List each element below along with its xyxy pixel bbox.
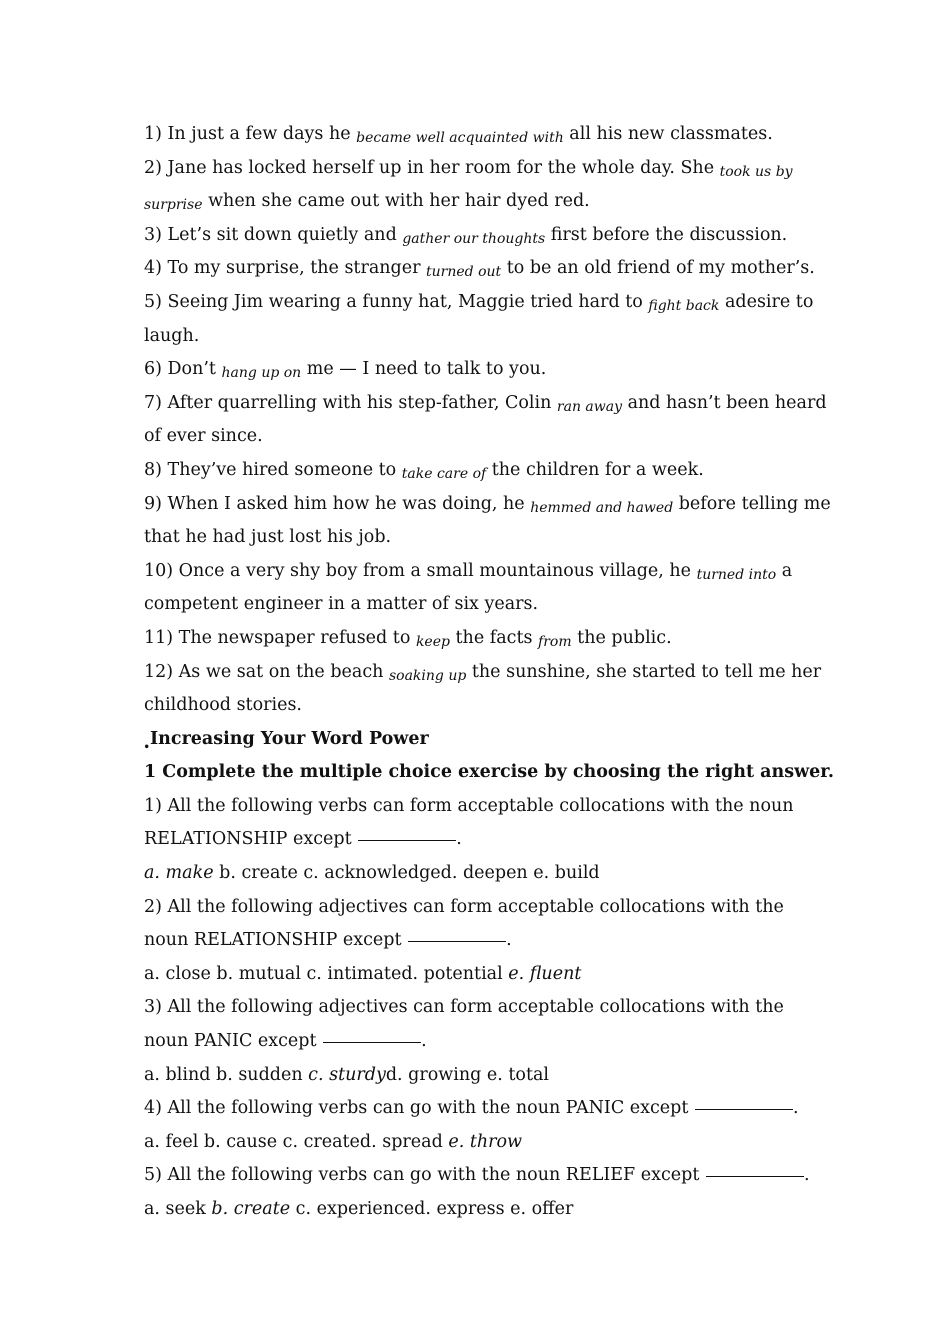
text-segment: 3) Let’s sit down quietly and [144,224,403,245]
text-segment: laugh. [144,325,200,346]
exercise-line [144,420,814,454]
exercise-line [144,286,814,320]
options-line [144,958,814,992]
options-line [144,857,814,891]
options-line [144,1126,814,1160]
text-segment: 7) After quarrelling with his step-father, Colin [144,392,557,413]
question-line [144,924,814,958]
text-segment: d. growing e. total [385,1064,550,1085]
text-segment: 12) As we sat on the beach [144,661,389,682]
text-segment: and hasn’t been heard [622,392,827,413]
question-line [144,1092,814,1126]
exercise-line [144,320,814,354]
text-segment: 9) When I asked him how he was doing, he [144,493,531,514]
answer-phrase: keep [415,633,450,650]
exercise-line [144,353,814,387]
text-segment: 5) All the following verbs can go with the noun RELIEF except [144,1165,705,1186]
options-line [144,1193,814,1227]
exercise-line [144,555,814,589]
text-segment: . [506,930,512,951]
answer-phrase: gather our thoughts [402,230,546,247]
text-segment: first before the discussion. [545,224,788,245]
selected-answer: a. make [144,863,214,884]
text-segment: a. close b. mutual c. intimated. potential [144,963,509,984]
text-segment: competent engineer in a matter of six years. [144,594,539,615]
instruction: 1 Complete the multiple choice exercise by choosing the right answer. [144,762,834,783]
exercise-line [144,118,814,152]
exercise-line [144,689,814,723]
text-segment: . [421,1031,427,1052]
answer-blank [358,840,456,841]
text-segment: me — I need to talk to you. [301,359,547,380]
text-segment: 8) They’ve hired someone to [144,459,402,480]
answer-phrase: soaking up [388,667,467,684]
text-segment: 6) Don’t [144,359,222,380]
selected-answer: b. create [211,1199,291,1219]
text-segment: a. feel b. cause c. created. spread [144,1131,449,1152]
exercise-line [144,656,822,690]
text-segment: noun RELATIONSHIP except [144,930,408,951]
answer-phrase: take care of [401,465,487,482]
exercise-line [144,588,814,622]
text-segment: 4) To my surprise, the stranger [144,258,427,279]
text-segment: 2) Jane has locked herself up in her room for the whole day. She [144,157,720,178]
bullet-marker: • [143,741,150,753]
text-segment: to be an old friend of my mother’s. [501,258,815,279]
text-segment: noun PANIC except [144,1031,323,1052]
answer-blank [706,1176,804,1177]
question-line [144,1025,814,1059]
question-line [144,823,814,857]
answer-blank [323,1042,421,1043]
answer-phrase: turned out [426,264,502,281]
text-segment: . [456,829,462,850]
text-segment: RELATIONSHIP except [144,829,358,850]
answer-phrase: became well acquainted with [356,130,564,146]
text-segment: adesire to [719,291,814,312]
question-line: 1) All the following verbs can form acceptable collocations with the noun [144,795,794,816]
exercise-line [144,185,814,219]
selected-answer: e. throw [448,1131,523,1152]
answer-phrase: turned into [696,566,777,583]
text-segment: 5) Seeing Jim wearing a funny hat, Maggie tried hard to [144,291,649,312]
question-line: 2) All the following adjectives can form acceptable collocations with the [144,896,784,917]
exercise-line [144,488,831,522]
answer-phrase: took us by [719,163,793,180]
exercise-line [144,521,814,555]
text-segment: the public. [571,627,672,648]
text-segment: . [803,1165,810,1186]
text-segment: a. seek [144,1199,212,1219]
text-segment: 10) Once a very shy boy from a small mountainous village, he [144,560,697,581]
text-segment: . [792,1098,799,1119]
text-segment: a. blind b. sudden [144,1064,309,1085]
selected-answer: e. fluent [508,963,582,984]
answer-phrase: hemmed and hawed [530,499,674,516]
text-segment: when she came out with her hair dyed red. [202,191,590,212]
text-segment: 11) The newspaper refused to [144,627,416,648]
answer-phrase: from [538,633,572,650]
text-segment: of ever since. [144,426,263,447]
text-segment: the sunshine, she started to tell me her [466,661,822,682]
exercise-line [144,219,814,253]
answer-phrase: ran away [556,398,622,415]
exercise-line [144,622,814,656]
exercise-line [144,454,814,488]
exercise-line [144,152,814,186]
text-segment: 1) In just a few days he [144,124,357,144]
text-segment: 4) All the following verbs can go with the noun PANIC except [144,1098,694,1119]
exercise-line [144,387,827,421]
text-segment: childhood stories. [144,695,302,716]
answer-phrase: hang up on [221,365,302,382]
answer-blank [408,941,506,942]
answer-phrase: surprise [144,197,203,214]
question-line: 3) All the following adjectives can form acceptable collocations with the [144,997,784,1018]
question-line [144,1159,814,1193]
answer-phrase: fight back [648,297,720,314]
options-line [144,1059,814,1093]
section-heading [144,723,814,757]
text-segment: all his new classmates. [563,124,773,144]
text-segment: the children for a week. [486,459,704,480]
document-page [143,118,834,1227]
text-segment: b. create c. acknowledged. deepen e. build [213,863,600,884]
section-title: Increasing Your Word Power [150,728,429,749]
text-segment: a [776,560,793,581]
text-segment: the facts [449,627,539,648]
answer-blank [695,1109,793,1110]
selected-answer: c. sturdy [308,1064,386,1085]
text-segment: that he had just lost his job. [144,527,392,548]
text-segment: before telling me [673,493,831,514]
exercise-line [144,252,814,286]
text-segment: c. experienced. express e. offer [290,1199,574,1219]
